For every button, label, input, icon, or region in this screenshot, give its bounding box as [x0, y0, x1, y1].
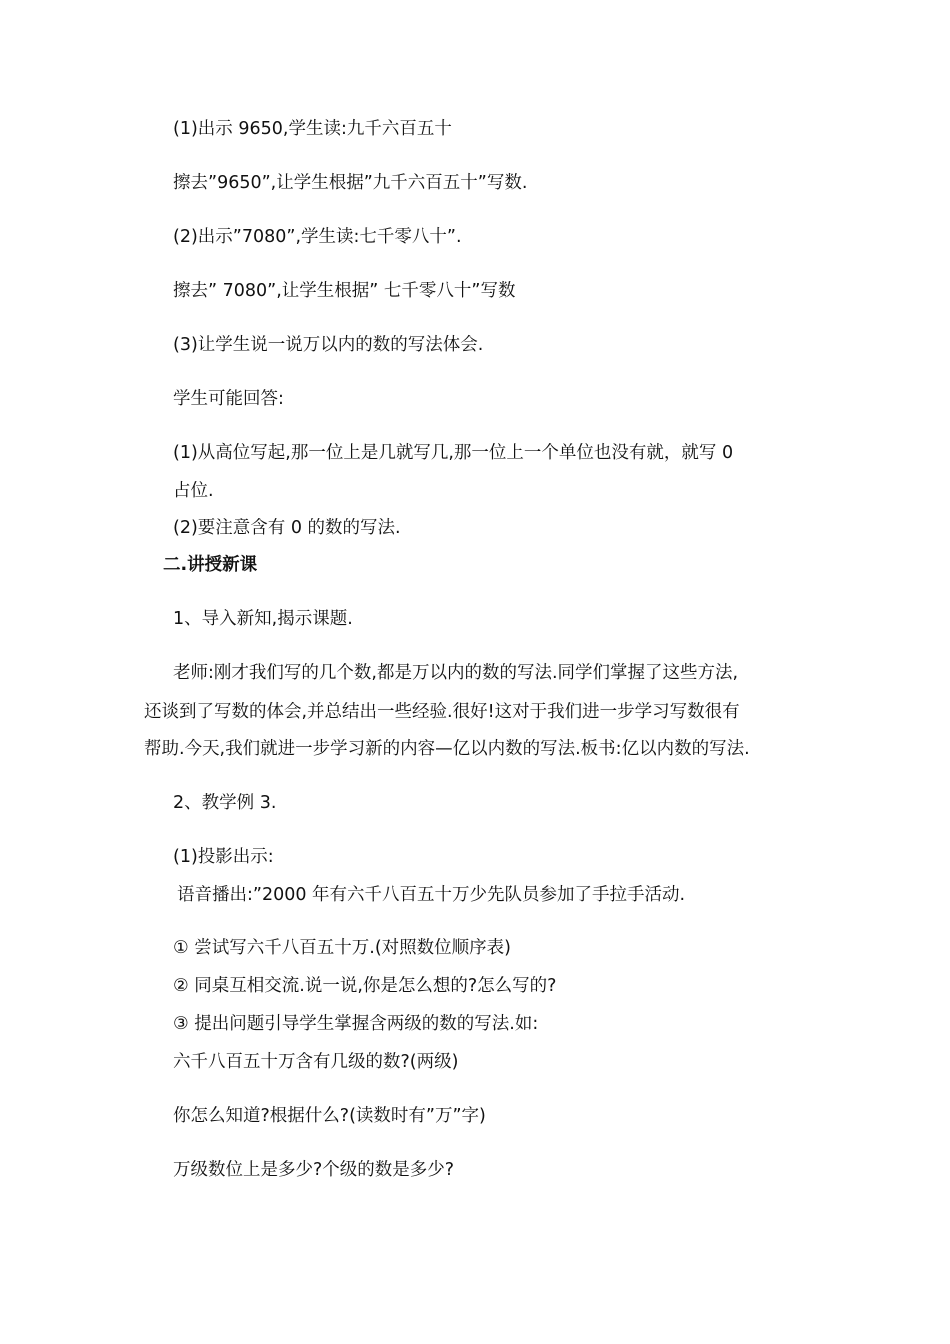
- paragraph-line: 万级数位上是多少?个级的数是多少?: [173, 1160, 455, 1180]
- paragraph-line: 六千八百五十万含有几级的数?(两级): [173, 1052, 459, 1072]
- paragraph-line: 帮助.今天,我们就进一步学习新的内容—亿以内数的写法.板书:亿以内数的写法.: [144, 739, 750, 759]
- list-item: ② 同桌互相交流.说一说,你是怎么想的?怎么写的?: [173, 976, 557, 996]
- paragraph-line: (2)要注意含有 0 的数的写法.: [173, 518, 401, 538]
- list-item: ③ 提出问题引导学生掌握含两级的数的写法.如:: [173, 1014, 539, 1034]
- paragraph-line: 擦去” 7080”,让学生根据” 七千零八十”写数: [173, 281, 516, 301]
- paragraph-line: 占位.: [173, 481, 214, 501]
- list-item: ① 尝试写六千八百五十万.(对照数位顺序表): [173, 938, 511, 958]
- paragraph-line: 老师:刚才我们写的几个数,都是万以内的数的写法.同学们掌握了这些方法,: [173, 663, 739, 683]
- paragraph-line: 1、导入新知,揭示课题.: [173, 609, 353, 629]
- paragraph-line: 学生可能回答:: [173, 389, 284, 409]
- paragraph-line: 语音播出:”2000 年有六千八百五十万少先队员参加了手拉手活动.: [177, 885, 686, 905]
- paragraph-line: (1)投影出示:: [173, 847, 274, 867]
- section-heading: 二.讲授新课: [163, 555, 258, 575]
- paragraph-line: 你怎么知道?根据什么?(读数时有”万”字): [173, 1106, 486, 1126]
- paragraph-line: 2、教学例 3.: [173, 793, 277, 813]
- paragraph-line: (2)出示”7080”,学生读:七千零八十”.: [173, 227, 462, 247]
- paragraph-line: 擦去”9650”,让学生根据”九千六百五十”写数.: [173, 173, 528, 193]
- paragraph-line: (3)让学生说一说万以内的数的写法体会.: [173, 335, 484, 355]
- paragraph-line: 还谈到了写数的体会,并总结出一些经验.很好!这对于我们进一步学习写数很有: [144, 702, 740, 722]
- paragraph-line: (1)出示 9650,学生读:九千六百五十: [173, 119, 452, 139]
- paragraph-line: (1)从高位写起,那一位上是几就写几,那一位上一个单位也没有就，就写 0: [173, 443, 734, 463]
